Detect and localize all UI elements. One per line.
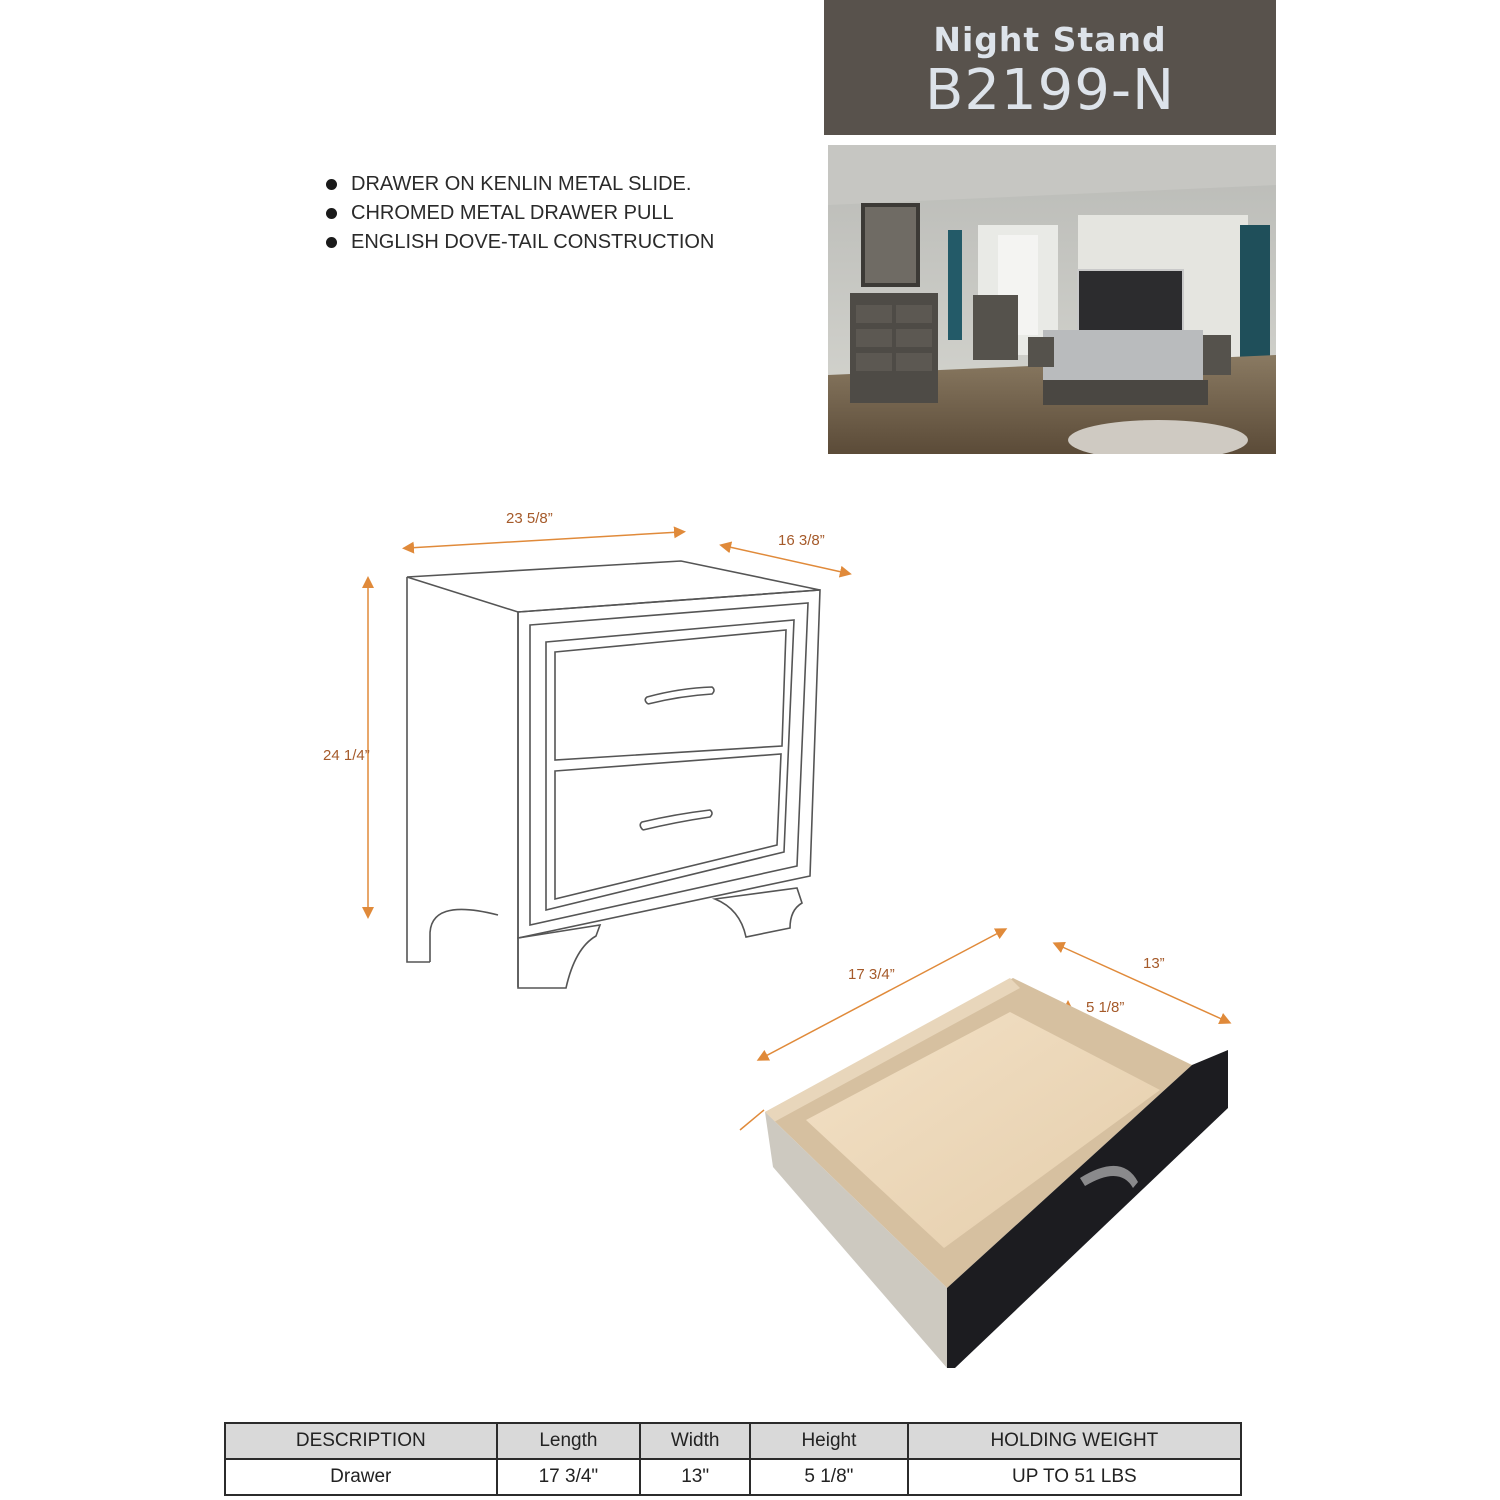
open-drawer-photo	[730, 920, 1250, 1370]
bullet-icon	[326, 179, 337, 190]
table-cell: Drawer	[225, 1459, 497, 1495]
table-header-cell: Length	[497, 1423, 641, 1459]
table-row	[225, 1459, 1241, 1495]
height-dimension-label: 24 1/4”	[323, 747, 370, 764]
bullet-icon	[326, 237, 337, 248]
drawer-height-label: 5 1/8”	[1086, 999, 1125, 1016]
table-header-row	[225, 1423, 1241, 1459]
drawer-length-label: 17 3/4”	[848, 966, 895, 983]
table-header-cell: HOLDING WEIGHT	[908, 1423, 1241, 1459]
feature-list	[326, 170, 714, 257]
table-cell: UP TO 51 LBS	[908, 1459, 1241, 1495]
drawer-width-label: 13”	[1143, 955, 1165, 972]
feature-item: ENGLISH DOVE-TAIL CONSTRUCTION	[326, 228, 714, 257]
feature-item: DRAWER ON KENLIN METAL SLIDE.	[326, 170, 714, 199]
model-number: B2199-N	[924, 58, 1176, 123]
width-dimension-label: 23 5/8”	[506, 510, 553, 527]
title-banner	[824, 0, 1276, 135]
bedroom-room-photo	[828, 145, 1276, 454]
product-title: Night Stand	[933, 20, 1167, 59]
feature-item: CHROMED METAL DRAWER PULL	[326, 199, 714, 228]
bullet-icon	[326, 208, 337, 219]
drawer-spec-table	[224, 1422, 1242, 1496]
depth-dimension-label: 16 3/8”	[778, 532, 825, 549]
table-header-cell: Height	[750, 1423, 908, 1459]
table-cell: 5 1/8"	[750, 1459, 908, 1495]
table-header-cell: Width	[640, 1423, 750, 1459]
table-cell: 17 3/4"	[497, 1459, 641, 1495]
table-header-cell: DESCRIPTION	[225, 1423, 497, 1459]
table-cell: 13"	[640, 1459, 750, 1495]
